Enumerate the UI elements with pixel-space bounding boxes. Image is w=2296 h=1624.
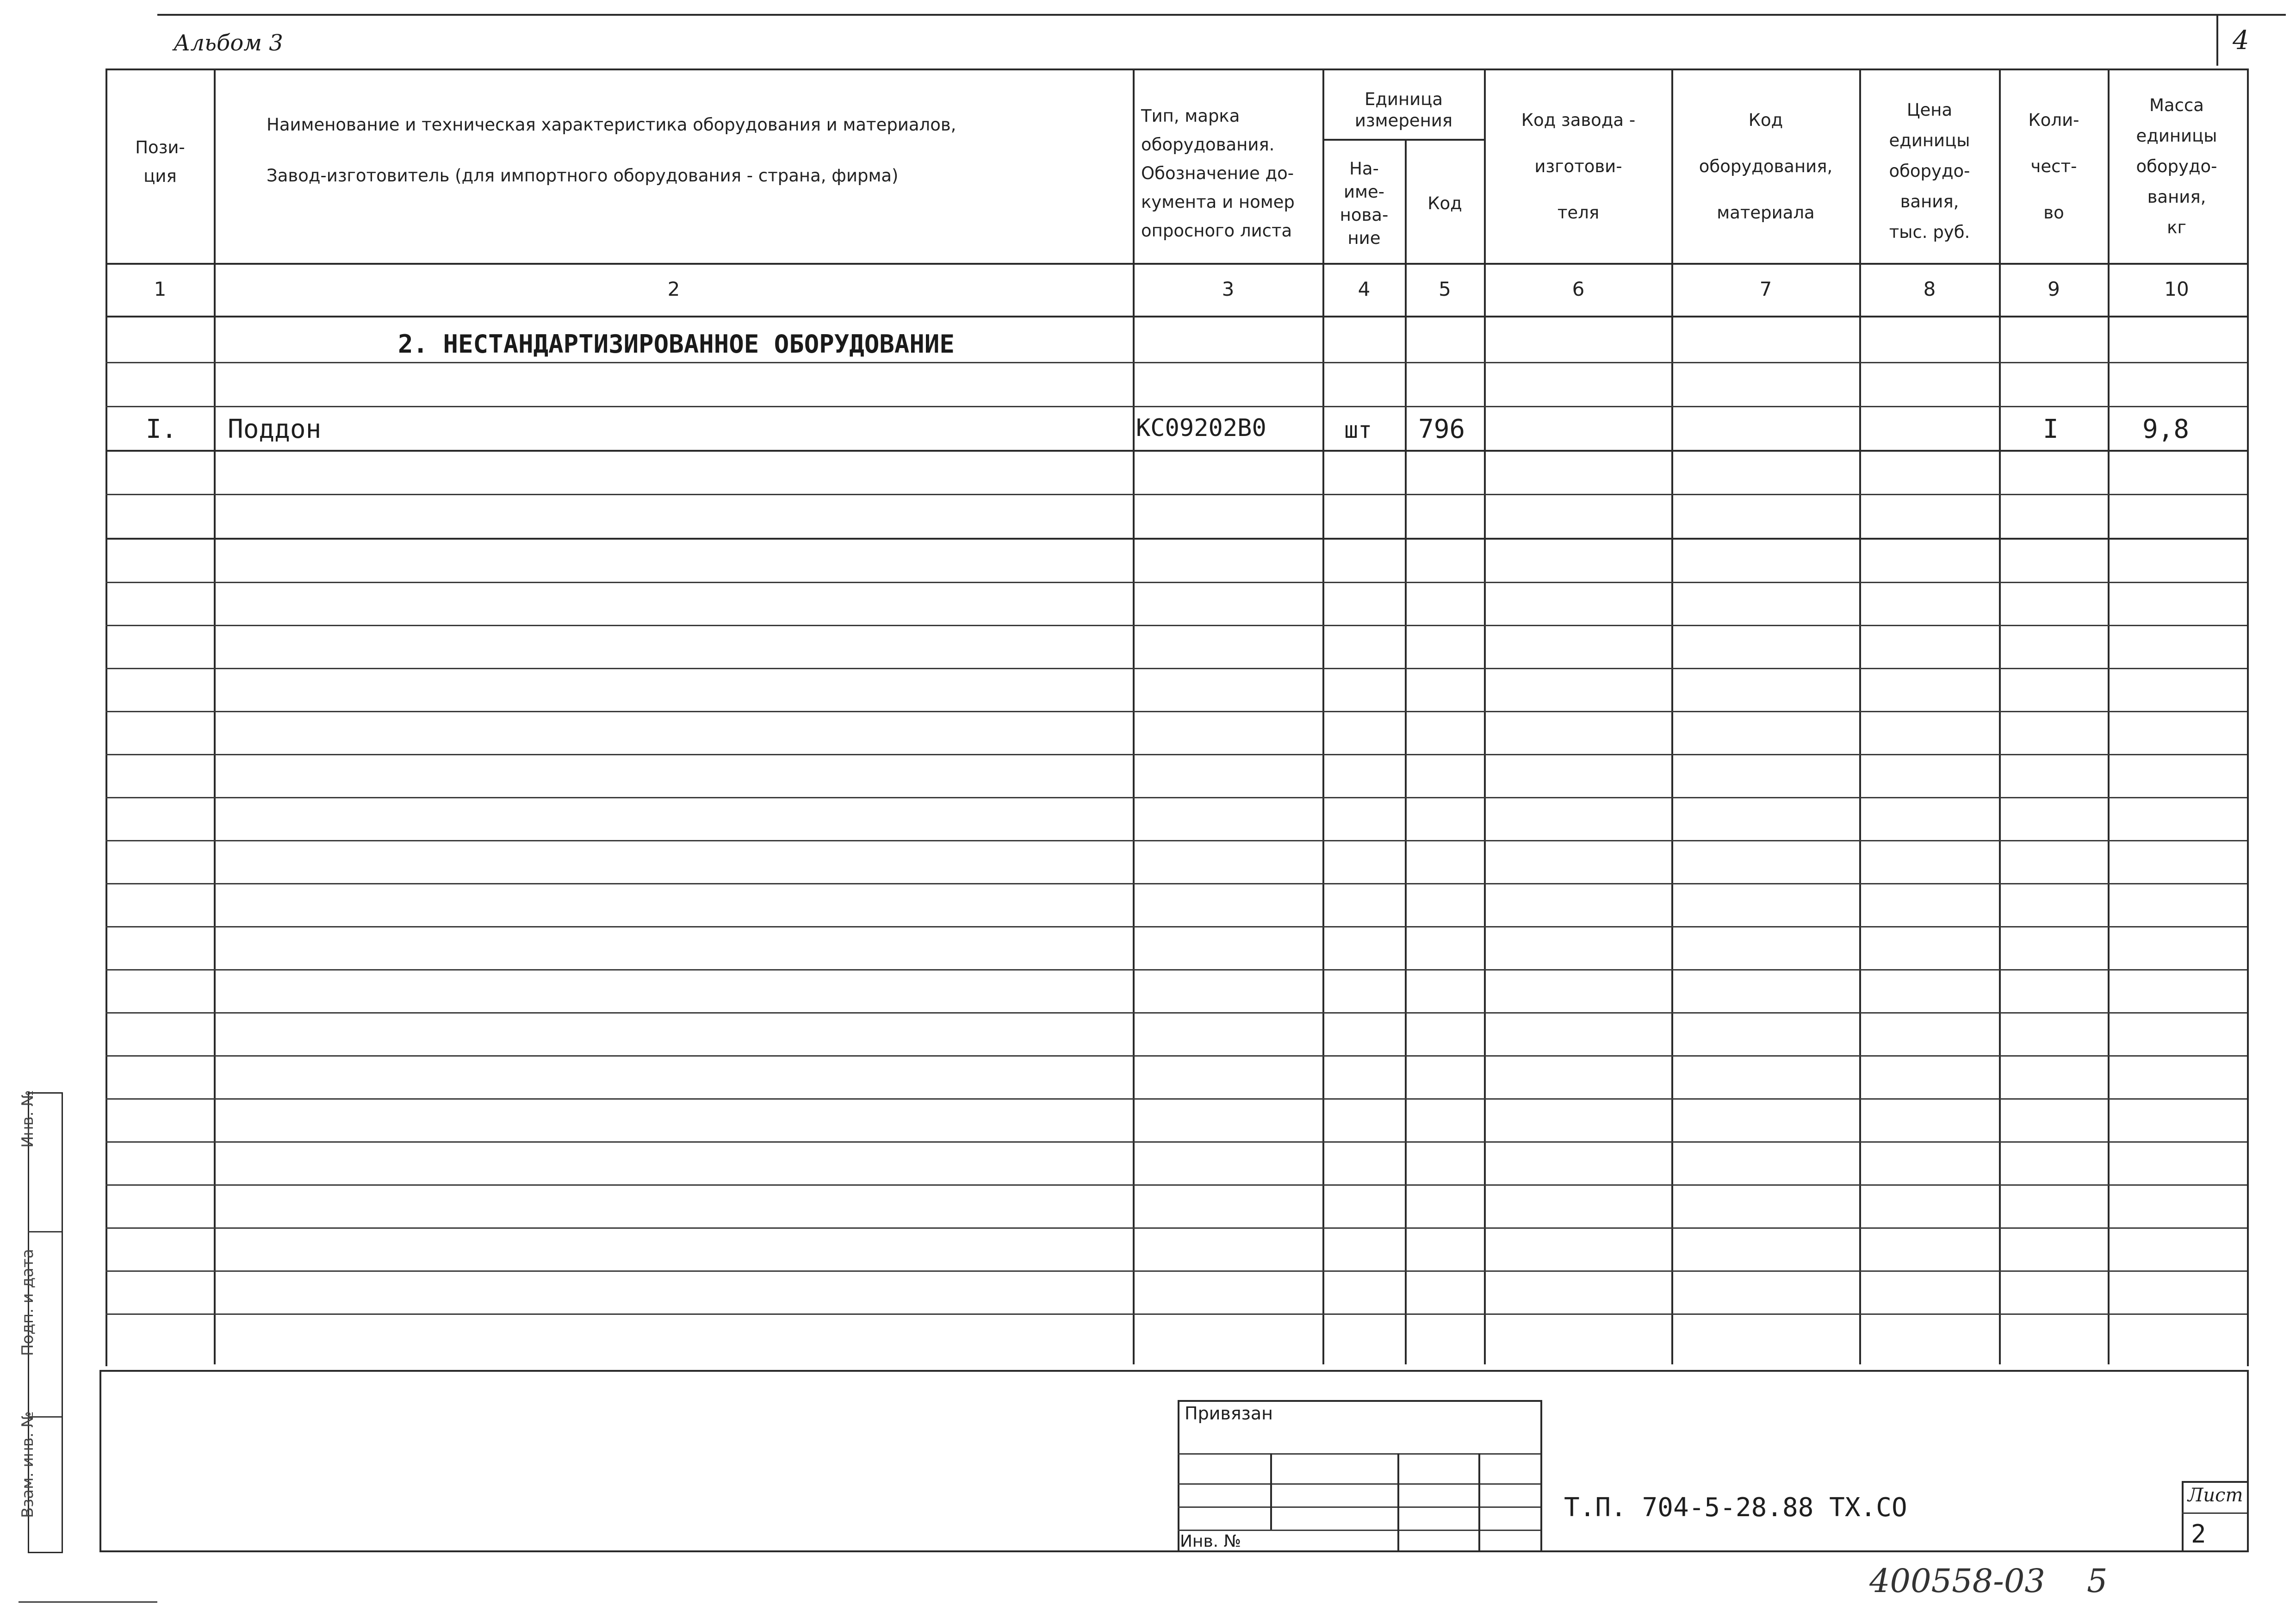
row-name: Поддон bbox=[228, 414, 322, 444]
row-line bbox=[105, 582, 2247, 583]
row-line bbox=[105, 1055, 2247, 1057]
header-price: Цена единицы оборудо- вания, тыс. руб. bbox=[1889, 100, 1970, 242]
row-line bbox=[105, 450, 2247, 452]
row-mass: 9,8 bbox=[2142, 414, 2190, 444]
sheet-box-line bbox=[2182, 1512, 2247, 1514]
colnum-9: 9 bbox=[2048, 278, 2060, 300]
archive-number: 400558-03 bbox=[1869, 1562, 2045, 1600]
row-line bbox=[105, 969, 2247, 971]
inv-label: Инв. № bbox=[1180, 1532, 1241, 1551]
sheet-label: Лист bbox=[2188, 1485, 2243, 1506]
row-line bbox=[105, 711, 2247, 712]
row-line bbox=[105, 1227, 2247, 1229]
row-unit: шт bbox=[1344, 417, 1372, 443]
row-line bbox=[105, 625, 2247, 626]
colnum-10: 10 bbox=[2164, 278, 2189, 300]
row-quantity: I bbox=[2043, 414, 2059, 444]
header-unit-name: На- име- нова- ние bbox=[1340, 159, 1389, 248]
colnum-5: 5 bbox=[1439, 278, 1451, 300]
row-line bbox=[105, 406, 2247, 407]
colnum-7: 7 bbox=[1759, 278, 1772, 300]
bound-line bbox=[1178, 1453, 1540, 1455]
row-type: КС09202В0 bbox=[1136, 414, 1266, 442]
stamp-bottom-line bbox=[99, 1550, 2249, 1552]
bound-sep bbox=[1478, 1453, 1480, 1550]
header-type: Тип, марка оборудования. Обозначение до- кумента и номер опросного листа bbox=[1141, 106, 1295, 241]
header-factory-code: Код завода - изготови- теля bbox=[1521, 110, 1636, 223]
colnum-3: 3 bbox=[1222, 278, 1235, 300]
row-line bbox=[105, 668, 2247, 669]
row-line bbox=[105, 883, 2247, 884]
bound-sep bbox=[1270, 1453, 1272, 1530]
side-label-replace: Взам. инв. № bbox=[19, 1411, 37, 1518]
colnum-bottom-line bbox=[105, 316, 2247, 317]
sheet-number: 2 bbox=[2191, 1519, 2206, 1549]
bound-label: Привязан bbox=[1185, 1403, 1273, 1424]
header-position: Пози- ция bbox=[135, 137, 185, 186]
colnum-8: 8 bbox=[1923, 278, 1936, 300]
row-line bbox=[105, 754, 2247, 755]
row-position: I. bbox=[146, 414, 177, 444]
bound-sep bbox=[1397, 1453, 1399, 1550]
top-border bbox=[157, 14, 2286, 16]
row-line bbox=[105, 840, 2247, 841]
bound-line bbox=[1178, 1530, 1540, 1531]
stamp-left-border bbox=[99, 1370, 101, 1550]
unit-group-line bbox=[1322, 139, 1484, 141]
bound-line bbox=[1178, 1483, 1540, 1485]
colnum-4: 4 bbox=[1358, 278, 1371, 300]
colnum-2: 2 bbox=[667, 278, 680, 300]
row-unit-code: 796 bbox=[1418, 414, 1465, 444]
bottom-edge-line bbox=[19, 1601, 157, 1603]
designation: Т.П. 704-5-28.88 ТХ.СО bbox=[1564, 1493, 1907, 1523]
table-bottom-line bbox=[99, 1370, 2249, 1372]
section-title: 2. НЕСТАНДАРТИЗИРОВАННОЕ ОБОРУДОВАНИЕ bbox=[398, 330, 955, 359]
header-mass: Масса единицы оборудо- вания, кг bbox=[2136, 95, 2217, 237]
corner-page-number: 4 bbox=[2233, 25, 2249, 56]
row-line bbox=[105, 494, 2247, 495]
side-label-inv: Инв. № bbox=[19, 1090, 37, 1148]
album-label: Альбом 3 bbox=[174, 30, 283, 56]
row-line bbox=[105, 797, 2247, 798]
row-line bbox=[105, 1184, 2247, 1186]
colnum-6: 6 bbox=[1572, 278, 1585, 300]
header-equip-code: Код оборудования, материала bbox=[1699, 110, 1833, 223]
row-line bbox=[105, 926, 2247, 927]
bound-line bbox=[1178, 1506, 1540, 1508]
row-line bbox=[105, 1012, 2247, 1014]
col-sep-4 bbox=[1405, 139, 1407, 1364]
row-line bbox=[105, 538, 2247, 540]
header-unit-group: Единица измерения bbox=[1354, 89, 1453, 131]
row-line bbox=[105, 1270, 2247, 1272]
row-line bbox=[105, 1313, 2247, 1315]
archive-page: 5 bbox=[2087, 1562, 2108, 1600]
corner-page-box bbox=[2216, 14, 2288, 66]
header-quantity: Коли- чест- во bbox=[2028, 110, 2079, 223]
side-strip-line bbox=[28, 1231, 62, 1232]
row-line bbox=[105, 1141, 2247, 1143]
header-unit-code: Код bbox=[1427, 193, 1462, 213]
header-bottom-line bbox=[105, 263, 2247, 265]
colnum-1: 1 bbox=[154, 278, 167, 300]
row-line bbox=[105, 1098, 2247, 1100]
side-label-sign: Подп. и дата bbox=[19, 1249, 37, 1356]
header-name: Наименование и техническая характеристика оборудования и материалов, Завод-изготовитель (для импортного оборудования - страна, фирма) bbox=[267, 115, 956, 186]
row-line bbox=[105, 362, 2247, 363]
